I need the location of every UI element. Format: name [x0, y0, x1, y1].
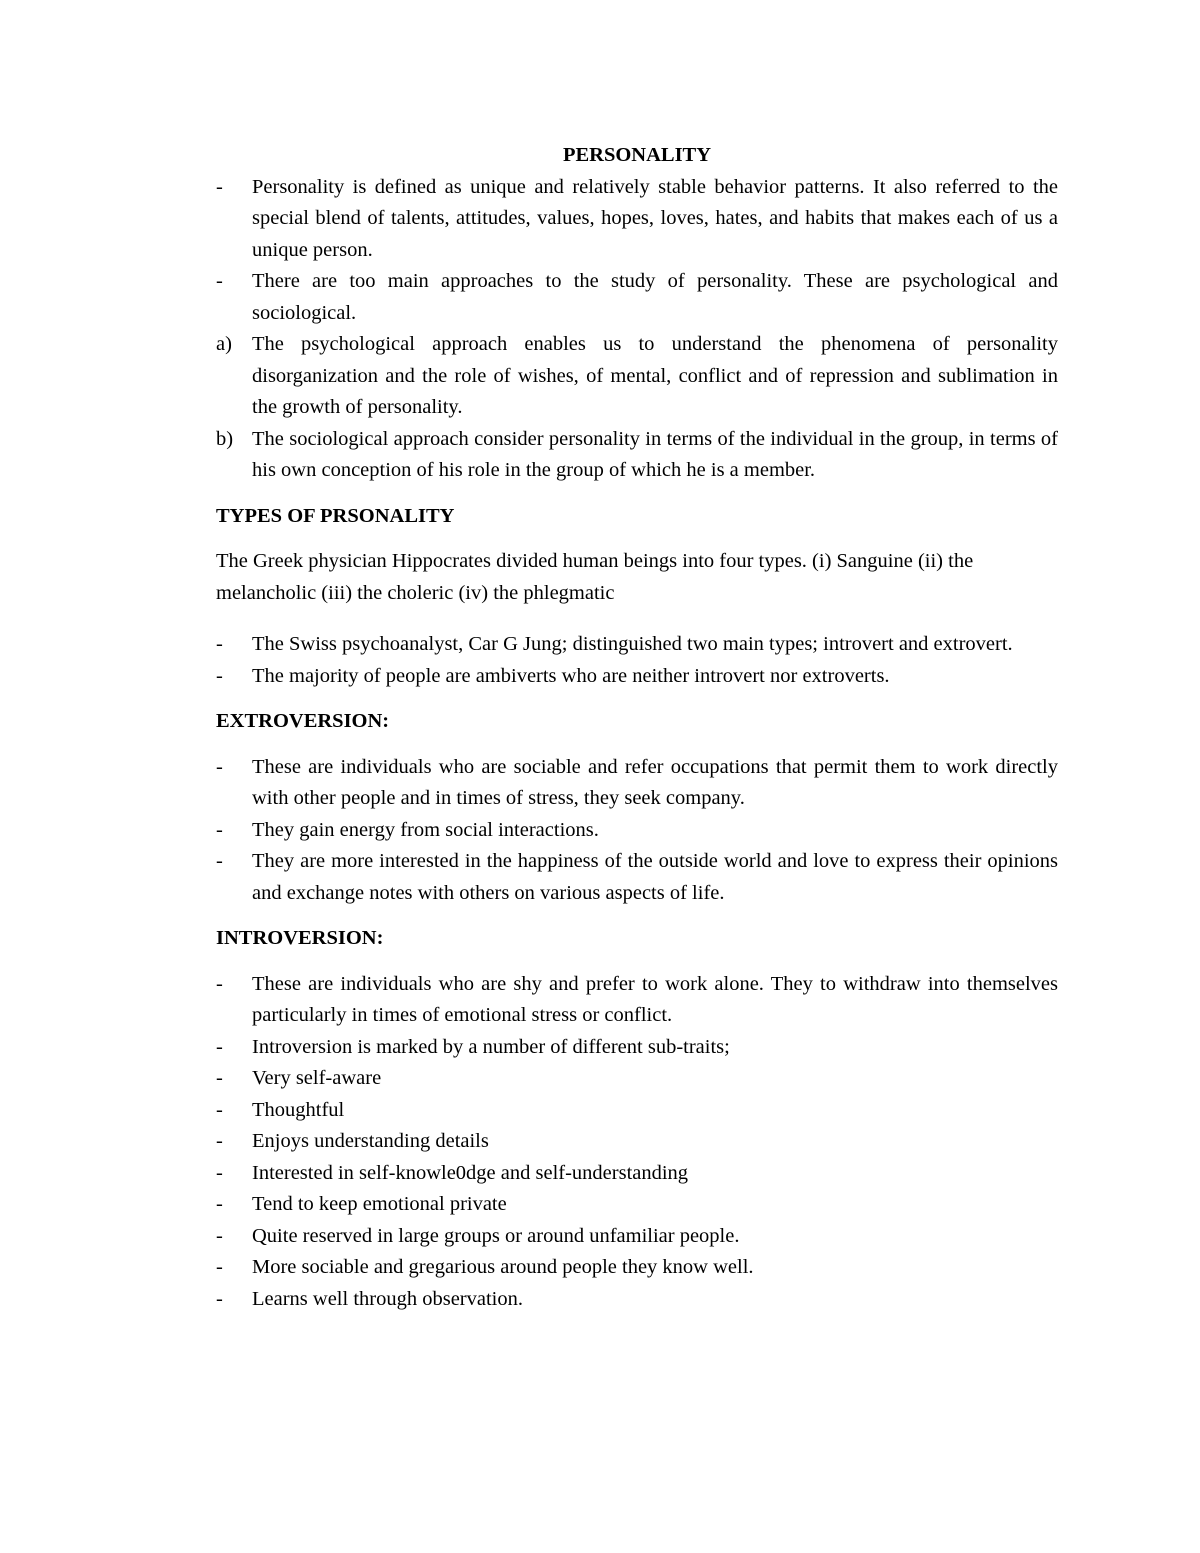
- list-item-text: Personality is defined as unique and relatively stable behavior patterns. It also referred to the special blend of talents, attitudes, values, hopes, loves, hates, and habits that makes each of us a unique person.: [252, 175, 1058, 261]
- bullet-marker: -: [216, 1035, 223, 1058]
- list-item: [216, 1221, 1058, 1253]
- bullet-marker: -: [216, 1256, 223, 1278]
- bullet-marker: -: [216, 850, 223, 872]
- introversion-list: [216, 969, 1058, 1316]
- letter-marker: a): [216, 333, 232, 355]
- list-item-text: Enjoys understanding details: [252, 1130, 489, 1152]
- bullet-marker: -: [216, 1193, 223, 1215]
- bullet-marker: -: [216, 1130, 223, 1152]
- list-item: [216, 1252, 1058, 1284]
- bullet-marker: -: [216, 1287, 223, 1310]
- bullet-marker: -: [216, 755, 223, 778]
- bullet-marker: -: [216, 1067, 223, 1089]
- bullet-marker: -: [216, 972, 223, 995]
- list-item: [216, 1095, 1058, 1127]
- bullet-marker: -: [216, 1161, 223, 1184]
- list-item-text: Very self-aware: [252, 1067, 382, 1089]
- list-item-text: The sociological approach consider personality in terms of the individual in the group, in terms of his own conception of his role in the group of which he is a member.: [252, 427, 1058, 481]
- list-item: [216, 1032, 1058, 1064]
- list-item-text: More sociable and gregarious around people they know well.: [252, 1256, 754, 1278]
- list-item: [216, 1284, 1058, 1316]
- extroversion-list: [216, 752, 1058, 910]
- bullet-marker: -: [216, 633, 223, 655]
- intro-list: [216, 172, 1058, 487]
- list-item-text: Interested in self-knowle0dge and self-understanding: [252, 1161, 689, 1184]
- section-heading-extroversion: EXTROVERSION:: [216, 710, 390, 732]
- list-item: [216, 1189, 1058, 1221]
- bullet-marker: -: [216, 270, 223, 292]
- types-list: [216, 629, 1058, 692]
- document-title: PERSONALITY: [562, 144, 712, 166]
- list-item: [216, 1158, 1058, 1190]
- list-item: [216, 752, 1058, 815]
- bullet-marker: -: [216, 175, 223, 198]
- letter-marker: b): [216, 427, 234, 450]
- list-item: [216, 661, 1058, 693]
- list-item-text: They gain energy from social interactions.: [252, 818, 599, 841]
- bullet-marker: -: [216, 818, 223, 841]
- list-item: [216, 424, 1058, 487]
- list-item: [216, 329, 1058, 424]
- document-body: [216, 140, 1058, 1315]
- types-paragraph: The Greek physician Hippocrates divided human beings into four types. (i) Sanguine (ii) the melancholic (iii) the choleric (iv) the phlegmatic: [216, 550, 974, 604]
- list-item-text: The psychological approach enables us to understand the phenomena of personality disorganization and the role of wishes, of mental, conflict and of repression and sublimation in the growth of personality.: [252, 333, 1058, 418]
- list-item-text: There are too main approaches to the study of personality. These are psychological and sociological.: [252, 270, 1058, 324]
- bullet-marker: -: [216, 1098, 223, 1121]
- list-item: [216, 1126, 1058, 1158]
- section-heading-introversion: INTROVERSION:: [216, 927, 384, 949]
- list-item-text: They are more interested in the happiness of the outside world and love to express their opinions and exchange notes with others on various aspects of life.: [252, 850, 1058, 904]
- list-item-text: These are individuals who are sociable and refer occupations that permit them to work directly with other people and in times of stress, they seek company.: [252, 755, 1058, 809]
- list-item-text: These are individuals who are shy and prefer to work alone. They to withdraw into themselves particularly in times of emotional stress or conflict.: [252, 972, 1058, 1026]
- list-item: [216, 969, 1058, 1032]
- list-item-text: Tend to keep emotional private: [252, 1193, 507, 1215]
- bullet-marker: -: [216, 664, 223, 687]
- list-item: [216, 1063, 1058, 1095]
- list-item-text: Thoughtful: [252, 1098, 345, 1121]
- list-item: [216, 815, 1058, 847]
- list-item: [216, 172, 1058, 267]
- bullet-marker: -: [216, 1224, 223, 1247]
- list-item-text: The Swiss psychoanalyst, Car G Jung; distinguished two main types; introvert and extrovert.: [252, 633, 1013, 655]
- section-heading-types: TYPES OF PRSONALITY: [216, 504, 455, 527]
- list-item-text: The majority of people are ambiverts who are neither introvert nor extroverts.: [252, 664, 890, 687]
- list-item: [216, 846, 1058, 909]
- list-item: [216, 629, 1058, 661]
- list-item-text: Introversion is marked by a number of different sub-traits;: [252, 1035, 730, 1058]
- list-item-text: Learns well through observation.: [252, 1287, 523, 1310]
- list-item: [216, 266, 1058, 329]
- list-item-text: Quite reserved in large groups or around unfamiliar people.: [252, 1224, 740, 1247]
